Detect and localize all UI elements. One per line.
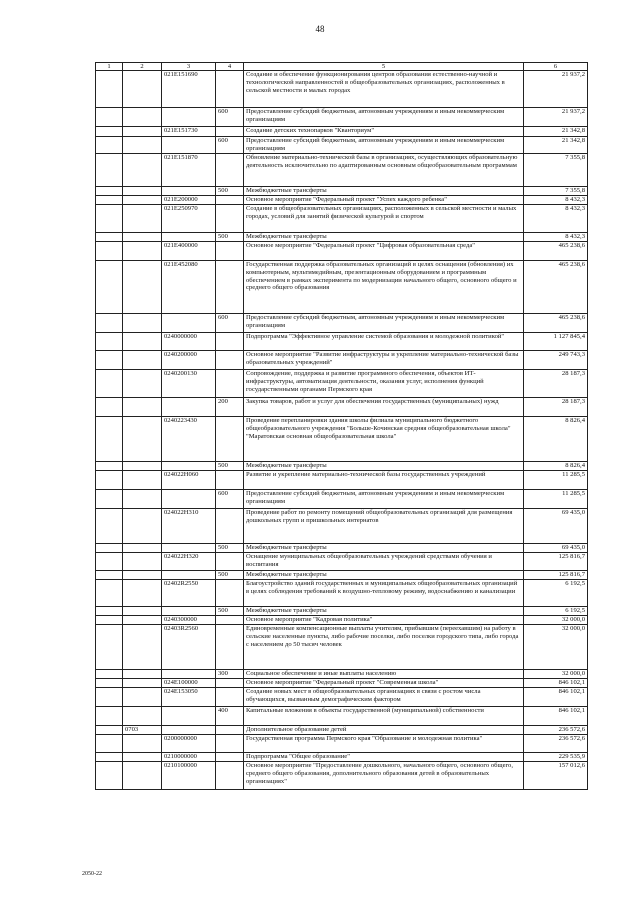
target-code-cell: 021E151730 [162,127,216,137]
target-code-cell: 021E250970 [162,205,216,233]
amount-cell: 8 432,3 [524,205,588,233]
section-code-cell [123,71,162,108]
table-header-row [96,63,588,71]
cell-col1 [96,688,123,707]
target-code-cell: 0240200130 [162,370,216,398]
cell-col1 [96,625,123,670]
column-header: 6 [524,63,588,71]
section-code-cell [123,625,162,670]
target-code-cell [162,137,216,154]
section-code-cell [123,351,162,370]
amount-cell: 157 012,6 [524,762,588,790]
amount-cell: 8 826,4 [524,417,588,462]
amount-cell: 7 355,8 [524,187,588,196]
item-name-cell: Капитальные вложения в объекты государственной (муниципальной) собственности [244,707,524,726]
amount-cell: 236 572,6 [524,726,588,735]
table-row [96,735,588,753]
section-code-cell: 0703 [123,726,162,735]
table-row [96,196,588,205]
item-name-cell: Основное мероприятие "Федеральный проект "Успех каждого ребенка" [244,196,524,205]
section-code-cell [123,553,162,571]
expense-type-cell [216,417,244,462]
section-code-cell [123,707,162,726]
section-code-cell [123,196,162,205]
table-row [96,471,588,490]
target-code-cell [162,707,216,726]
target-code-cell [162,398,216,417]
table-row [96,205,588,233]
column-header: 2 [123,63,162,71]
cell-col1 [96,462,123,471]
amount-cell: 846 102,1 [524,707,588,726]
table-row [96,753,588,762]
section-code-cell [123,670,162,679]
table-row [96,553,588,571]
item-name-cell: Основное мероприятие "Развитие инфраструктуры и укрепление материально-технической базы образовательных учреждений" [244,351,524,370]
cell-col1 [96,707,123,726]
amount-cell: 8 432,3 [524,233,588,242]
target-code-cell [162,571,216,580]
expense-type-cell [216,127,244,137]
target-code-cell: 0200000000 [162,735,216,753]
amount-cell: 125 816,7 [524,553,588,571]
table-row [96,625,588,670]
amount-cell: 465 238,6 [524,242,588,261]
table-row [96,417,588,462]
cell-col1 [96,333,123,351]
expense-type-cell [216,679,244,688]
item-name-cell: Оснащение муниципальных общеобразовательных учреждений средствами обучения и воспитания [244,553,524,571]
target-code-cell: 0210000000 [162,753,216,762]
amount-cell: 8 432,3 [524,196,588,205]
item-name-cell: Создание детских технопарков "Кванториум" [244,127,524,137]
target-code-cell: 024022Н060 [162,471,216,490]
section-code-cell [123,509,162,544]
section-code-cell [123,261,162,314]
section-code-cell [123,154,162,187]
cell-col1 [96,471,123,490]
expense-type-cell: 500 [216,462,244,471]
expense-type-cell: 200 [216,398,244,417]
cell-col1 [96,553,123,571]
amount-cell: 465 238,6 [524,314,588,333]
target-code-cell [162,108,216,127]
target-code-cell [162,490,216,509]
target-code-cell: 0240200000 [162,351,216,370]
item-name-cell: Благоустройство зданий государственных и муниципальных общеобразовательных организаций в целях соблюдения требований к воздушно-тепловому режиму, водоснабжению и канализации [244,580,524,607]
section-code-cell [123,580,162,607]
expense-type-cell [216,762,244,790]
cell-col1 [96,108,123,127]
table-row [96,333,588,351]
cell-col1 [96,233,123,242]
expense-type-cell: 300 [216,670,244,679]
amount-cell: 465 238,6 [524,261,588,314]
cell-col1 [96,127,123,137]
expense-type-cell: 400 [216,707,244,726]
target-code-cell: 0210100000 [162,762,216,790]
cell-col1 [96,154,123,187]
amount-cell: 6 192,5 [524,580,588,607]
target-code-cell: 02403R2560 [162,625,216,670]
section-code-cell [123,233,162,242]
item-name-cell: Подпрограмма "Эффективное управление системой образования и молодежной политикой" [244,333,524,351]
expense-type-cell [216,580,244,607]
item-name-cell: Межбюджетные трансферты [244,607,524,616]
expense-type-cell: 500 [216,571,244,580]
cell-col1 [96,242,123,261]
expense-type-cell [216,616,244,625]
amount-cell: 6 192,5 [524,607,588,616]
section-code-cell [123,187,162,196]
section-code-cell [123,753,162,762]
amount-cell: 1 127 845,4 [524,333,588,351]
cell-col1 [96,726,123,735]
section-code-cell [123,471,162,490]
cell-col1 [96,571,123,580]
table-row [96,688,588,707]
item-name-cell: Создание новых мест в общеобразовательных организациях в связи с ростом числа обучающихся, вызванным демографическим фактором [244,688,524,707]
item-name-cell: Создание в общеобразовательных организациях, расположенных в сельской местности и малых городах, условий для занятий физической культурой и спортом [244,205,524,233]
expense-type-cell: 600 [216,490,244,509]
expense-type-cell [216,154,244,187]
column-header: 4 [216,63,244,71]
table-row [96,370,588,398]
footer-code: 2050-22 [82,871,102,877]
amount-cell: 69 435,0 [524,544,588,553]
item-name-cell: Предоставление субсидий бюджетным, автономным учреждениям и иным некоммерческим организациям [244,108,524,127]
item-name-cell: Проведение перепланировки здания школы филиала муниципального бюджетного общеобразовательного учреждения "Больше-Кочинская средняя общеобразовательная школа" "Маратовская основная общеобразовательная школа" [244,417,524,462]
table-row [96,351,588,370]
amount-cell: 32 000,0 [524,616,588,625]
page-number: 48 [315,24,325,34]
target-code-cell [162,726,216,735]
cell-col1 [96,679,123,688]
section-code-cell [123,370,162,398]
cell-col1 [96,490,123,509]
item-name-cell: Основное мероприятие "Федеральный проект "Современная школа" [244,679,524,688]
expense-type-cell [216,261,244,314]
target-code-cell: 02402R2550 [162,580,216,607]
budget-table [95,62,588,790]
expense-type-cell [216,205,244,233]
cell-col1 [96,616,123,625]
expense-type-cell [216,753,244,762]
item-name-cell: Межбюджетные трансферты [244,544,524,553]
amount-cell: 21 937,2 [524,108,588,127]
table-row [96,571,588,580]
item-name-cell: Развитие и укрепление материально-технической базы государственных учреждений [244,471,524,490]
cell-col1 [96,261,123,314]
cell-col1 [96,417,123,462]
expense-type-cell: 600 [216,108,244,127]
amount-cell: 32 000,0 [524,625,588,670]
target-code-cell: 024E100000 [162,679,216,688]
cell-col1 [96,544,123,553]
expense-type-cell [216,509,244,544]
cell-col1 [96,314,123,333]
table-row [96,670,588,679]
target-code-cell: 024E153050 [162,688,216,707]
table-row [96,314,588,333]
expense-type-cell [216,471,244,490]
target-code-cell [162,670,216,679]
section-code-cell [123,333,162,351]
table-row [96,679,588,688]
target-code-cell [162,607,216,616]
expense-type-cell: 500 [216,233,244,242]
item-name-cell: Сопровождение, поддержка и развитие программного обеспечения, объектов ИТ-инфраструктуры, автоматизация деятельности, оказания услуг, исполнения функций государственными органами Пермского края [244,370,524,398]
amount-cell: 229 535,9 [524,753,588,762]
table-row [96,187,588,196]
section-code-cell [123,607,162,616]
item-name-cell: Основное мероприятие "Федеральный проект "Цифровая образовательная среда" [244,242,524,261]
target-code-cell [162,462,216,471]
expense-type-cell [216,735,244,753]
expense-type-cell [216,351,244,370]
target-code-cell: 021E452080 [162,261,216,314]
cell-col1 [96,137,123,154]
target-code-cell [162,314,216,333]
table-row [96,544,588,553]
amount-cell: 28 187,3 [524,398,588,417]
target-code-cell [162,233,216,242]
target-code-cell: 021E151870 [162,154,216,187]
section-code-cell [123,137,162,154]
item-name-cell: Межбюджетные трансферты [244,233,524,242]
table-row [96,462,588,471]
cell-col1 [96,205,123,233]
cell-col1 [96,762,123,790]
amount-cell: 21 342,8 [524,127,588,137]
item-name-cell: Единовременные компенсационные выплаты учителям, прибывшим (переехавшим) на работу в сельские населенные пункты, либо рабочие поселки, либо поселки городского типа, либо города с населением до 50 тысяч человек [244,625,524,670]
expense-type-cell [216,71,244,108]
expense-type-cell: 600 [216,314,244,333]
item-name-cell: Социальное обеспечение и иные выплаты населению [244,670,524,679]
amount-cell: 11 285,5 [524,471,588,490]
table-row [96,127,588,137]
cell-col1 [96,351,123,370]
item-name-cell: Проведение работ по ремонту помещений общеобразовательных организаций для размещения дошкольных групп и пришкольных интернатов [244,509,524,544]
expense-type-cell: 500 [216,607,244,616]
cell-col1 [96,735,123,753]
expense-type-cell [216,242,244,261]
expense-type-cell [216,370,244,398]
expense-type-cell [216,553,244,571]
target-code-cell: 021E200000 [162,196,216,205]
cell-col1 [96,607,123,616]
amount-cell: 249 743,3 [524,351,588,370]
target-code-cell: 0240000000 [162,333,216,351]
target-code-cell: 0240300000 [162,616,216,625]
cell-col1 [96,580,123,607]
expense-type-cell: 500 [216,544,244,553]
amount-cell: 8 826,4 [524,462,588,471]
target-code-cell: 021E151690 [162,71,216,108]
item-name-cell: Предоставление субсидий бюджетным, автономным учреждениям и иным некоммерческим организациям [244,490,524,509]
section-code-cell [123,398,162,417]
item-name-cell: Подпрограмма "Общее образование" [244,753,524,762]
amount-cell: 846 102,1 [524,688,588,707]
amount-cell: 28 187,3 [524,370,588,398]
section-code-cell [123,462,162,471]
cell-col1 [96,509,123,544]
target-code-cell: 021E400000 [162,242,216,261]
section-code-cell [123,544,162,553]
table-row [96,616,588,625]
table-row [96,607,588,616]
item-name-cell: Основное мероприятие "Кадровая политика" [244,616,524,625]
table-row [96,233,588,242]
section-code-cell [123,242,162,261]
cell-col1 [96,670,123,679]
cell-col1 [96,398,123,417]
item-name-cell: Обновление материально-технической базы в организациях, осуществляющих образовательную деятельность исключительно по адаптированным основным общеобразовательным программам [244,154,524,187]
target-code-cell: 024022Н320 [162,553,216,571]
cell-col1 [96,196,123,205]
item-name-cell: Межбюджетные трансферты [244,571,524,580]
item-name-cell: Создание и обеспечение функционирования центров образования естественно-научной и технологической направленностей в общеобразовательных организациях, расположенных в сельской местности и малых городах [244,71,524,108]
budget-table-body [96,63,588,790]
cell-col1 [96,187,123,196]
cell-col1 [96,370,123,398]
target-code-cell: 0240223430 [162,417,216,462]
table-row [96,509,588,544]
column-header: 3 [162,63,216,71]
table-row [96,154,588,187]
expense-type-cell: 500 [216,187,244,196]
amount-cell: 69 435,0 [524,509,588,544]
cell-col1 [96,71,123,108]
item-name-cell: Предоставление субсидий бюджетным, автономным учреждениям и иным некоммерческим организациям [244,137,524,154]
table-row [96,71,588,108]
table-row [96,580,588,607]
amount-cell: 32 000,0 [524,670,588,679]
amount-cell: 846 102,1 [524,679,588,688]
section-code-cell [123,679,162,688]
amount-cell: 236 572,6 [524,735,588,753]
table-row [96,726,588,735]
section-code-cell [123,108,162,127]
amount-cell: 21 342,8 [524,137,588,154]
section-code-cell [123,490,162,509]
target-code-cell [162,187,216,196]
section-code-cell [123,417,162,462]
section-code-cell [123,688,162,707]
table-row [96,398,588,417]
column-header: 5 [244,63,524,71]
table-row [96,762,588,790]
table-row [96,261,588,314]
table-row [96,108,588,127]
section-code-cell [123,571,162,580]
item-name-cell: Предоставление субсидий бюджетным, автономным учреждениям и иным некоммерческим организациям [244,314,524,333]
table-row [96,137,588,154]
amount-cell: 11 285,5 [524,490,588,509]
amount-cell: 21 937,2 [524,71,588,108]
item-name-cell: Дополнительное образование детей [244,726,524,735]
section-code-cell [123,127,162,137]
column-header: 1 [96,63,123,71]
item-name-cell: Закупка товаров, работ и услуг для обеспечения государственных (муниципальных) нужд [244,398,524,417]
table-row [96,490,588,509]
target-code-cell: 024022Н310 [162,509,216,544]
section-code-cell [123,205,162,233]
table-row [96,707,588,726]
table-row [96,242,588,261]
expense-type-cell [216,688,244,707]
expense-type-cell: 600 [216,137,244,154]
expense-type-cell [216,333,244,351]
section-code-cell [123,735,162,753]
expense-type-cell [216,196,244,205]
amount-cell: 7 355,8 [524,154,588,187]
item-name-cell: Межбюджетные трансферты [244,462,524,471]
section-code-cell [123,314,162,333]
target-code-cell [162,544,216,553]
cell-col1 [96,753,123,762]
item-name-cell: Государственная программа Пермского края "Образование и молодежная политика" [244,735,524,753]
item-name-cell: Основное мероприятие "Предоставление дошкольного, начального общего, основного общего, среднего общего образования, дополнительного образования детей в образовательных организациях" [244,762,524,790]
expense-type-cell [216,726,244,735]
item-name-cell: Государственная поддержка образовательных организаций в целях оснащения (обновления) их компьютерным, мультимедийным, презентационным оборудованием и программным обеспечением в рамках эксперимента по модернизации начального общего, основного общего и среднего общего образования [244,261,524,314]
section-code-cell [123,762,162,790]
amount-cell: 125 816,7 [524,571,588,580]
section-code-cell [123,616,162,625]
expense-type-cell [216,625,244,670]
item-name-cell: Межбюджетные трансферты [244,187,524,196]
